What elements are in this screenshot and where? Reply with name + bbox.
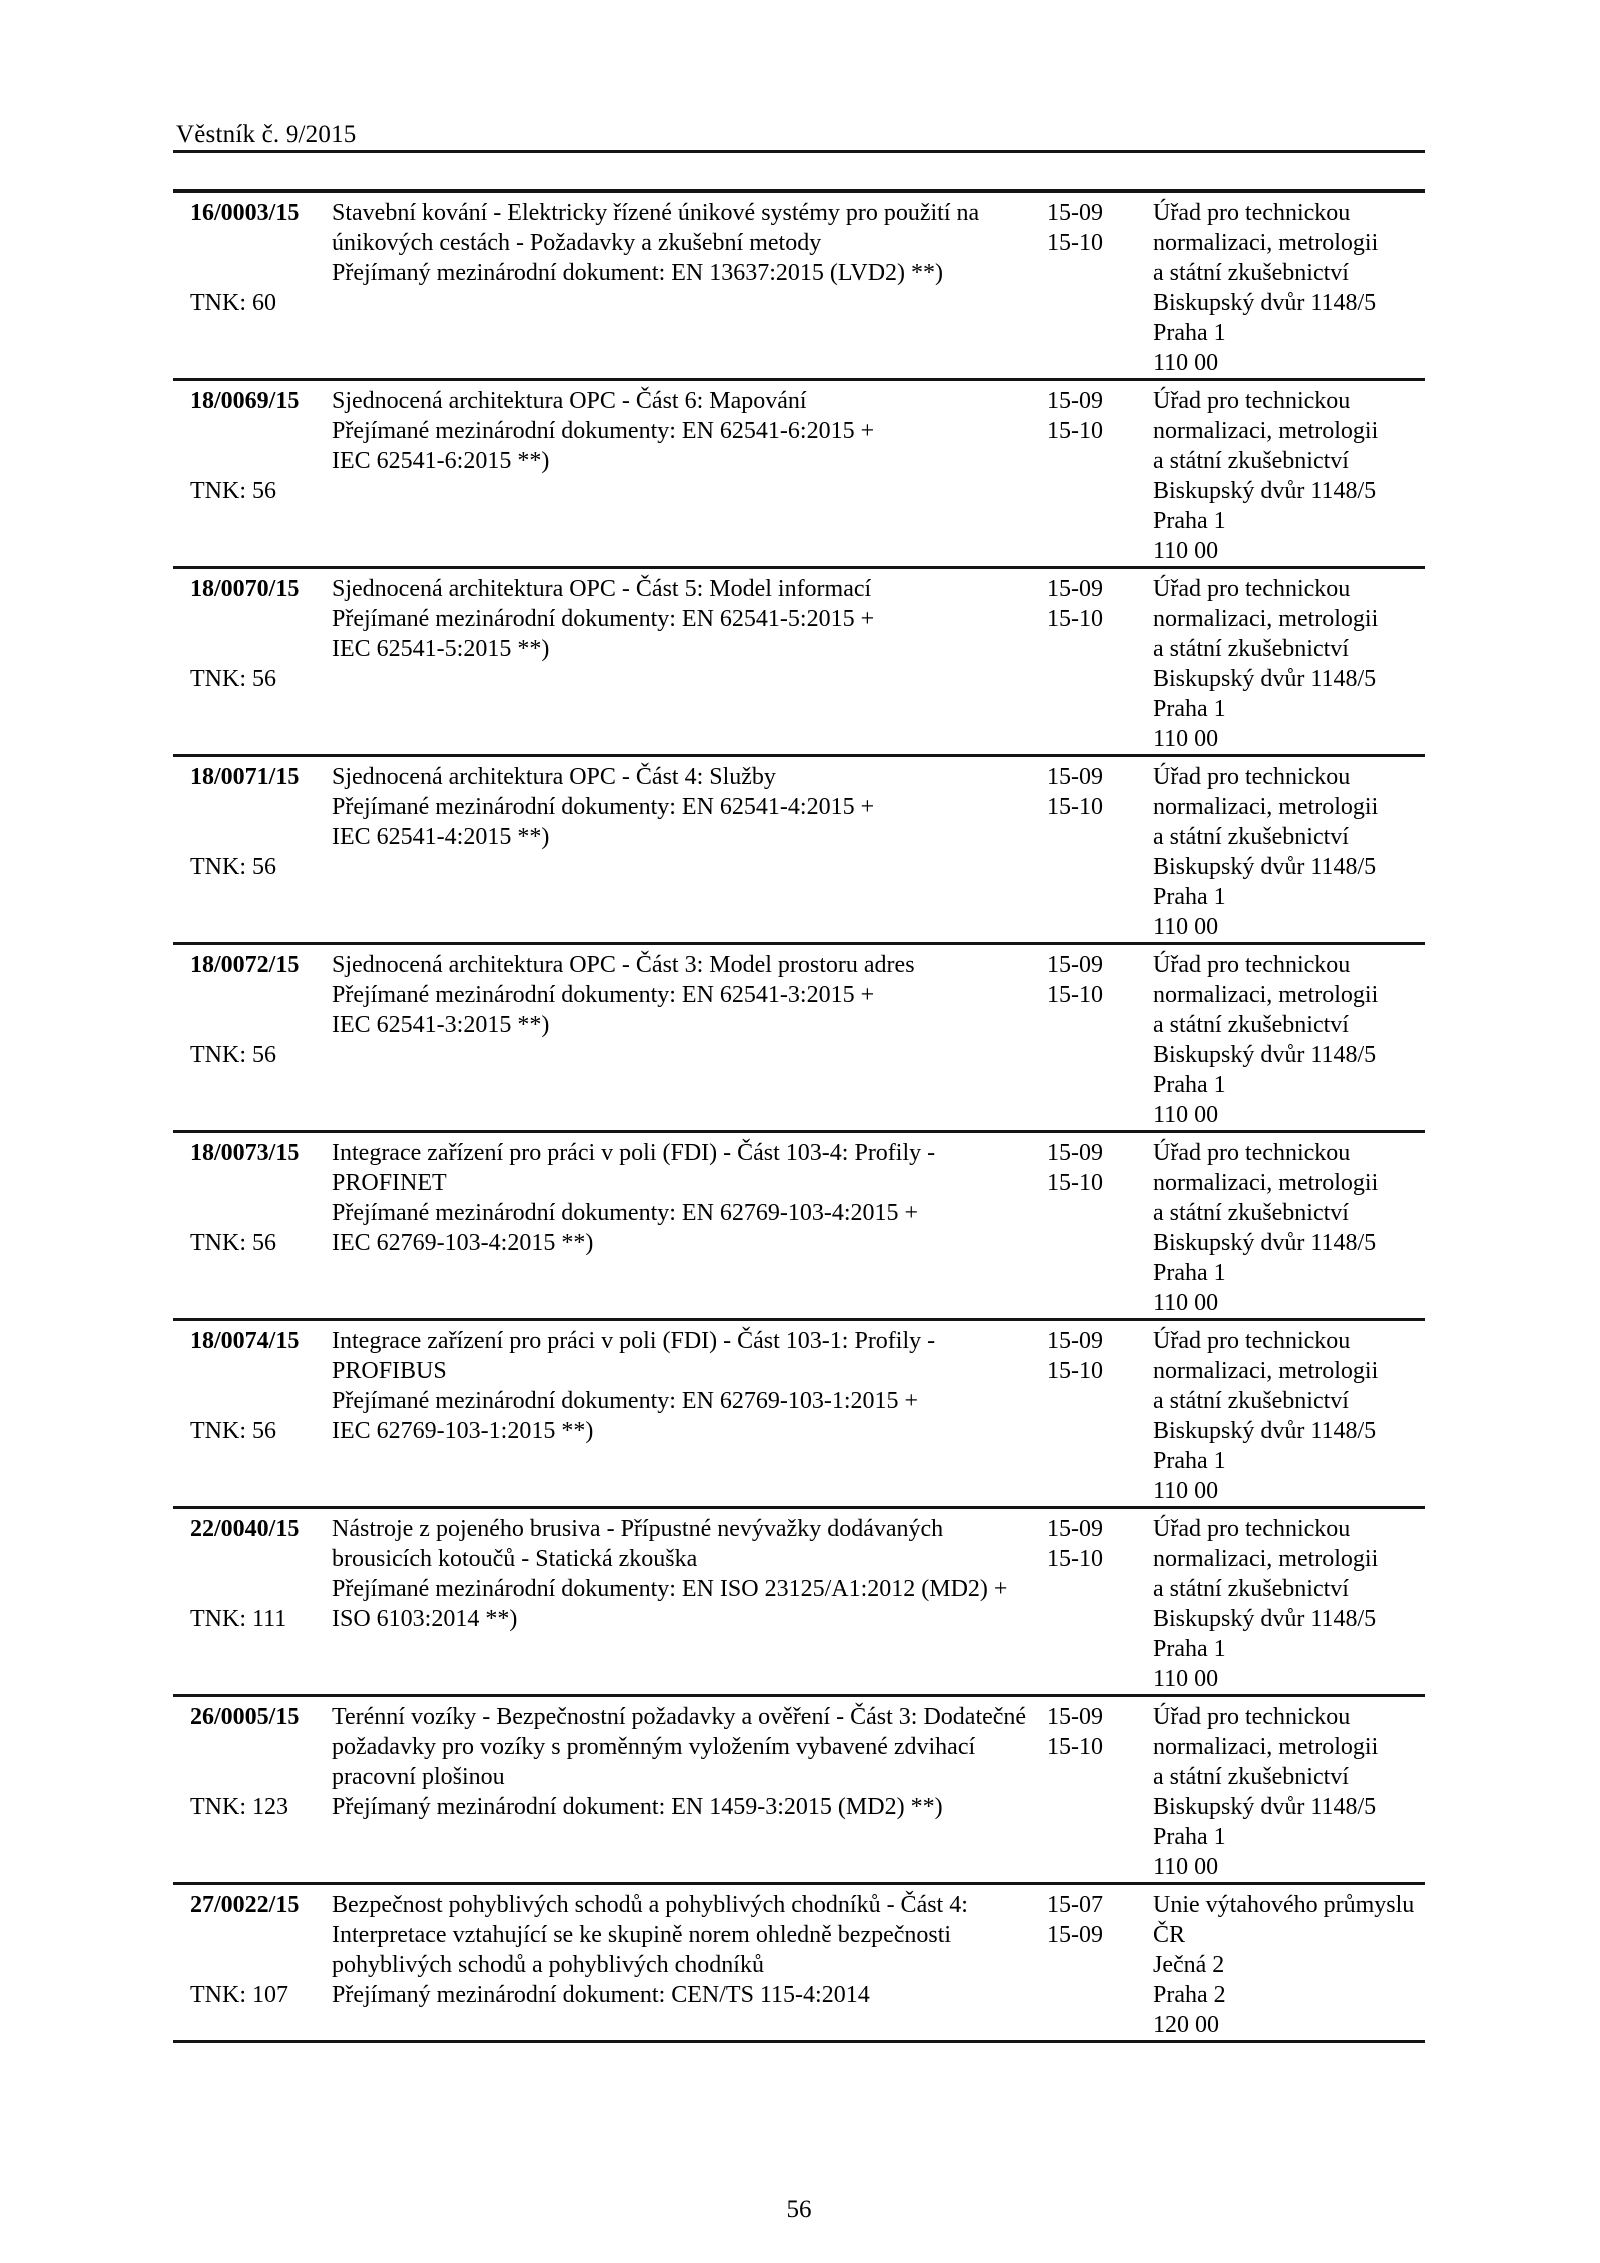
address-line: Biskupský dvůr 1148/5 xyxy=(1153,854,1377,880)
description-line: únikových cestách - Požadavky a zkušební metody xyxy=(332,230,822,256)
address-line: normalizaci, metrologii xyxy=(1153,794,1379,820)
description-line: Přejímané mezinárodní dokumenty: EN 62769-103-1:2015 + xyxy=(332,1388,919,1414)
row-id-cell xyxy=(173,1326,332,1506)
description-line: pracovní plošinou xyxy=(332,1764,505,1790)
address-line: Úřad pro technickou xyxy=(1153,1140,1351,1166)
table-row xyxy=(173,1506,1425,1694)
row-description xyxy=(332,1702,1047,1882)
description-line: požadavky pro vozíky s proměnným vyložením vybavené zdvihací xyxy=(332,1734,976,1760)
address-line: Biskupský dvůr 1148/5 xyxy=(1153,1230,1377,1256)
date-line: 15-09 xyxy=(1047,1516,1103,1542)
table-row xyxy=(173,942,1425,1130)
table-row xyxy=(173,1694,1425,1882)
row-id: 22/0040/15 xyxy=(190,1516,300,1542)
row-id: 18/0070/15 xyxy=(190,576,300,602)
address-line: a státní zkušebnictví xyxy=(1153,1012,1349,1038)
address-line: 110 00 xyxy=(1153,1102,1219,1128)
address-line: Biskupský dvůr 1148/5 xyxy=(1153,290,1377,316)
row-address xyxy=(1153,1702,1425,1882)
address-line: normalizaci, metrologii xyxy=(1153,1358,1379,1384)
address-line: Úřad pro technickou xyxy=(1153,1704,1351,1730)
description-line: IEC 62769-103-1:2015 **) xyxy=(332,1418,594,1444)
row-dates xyxy=(1047,762,1153,942)
row-id-cell xyxy=(173,950,332,1130)
address-line: normalizaci, metrologii xyxy=(1153,1734,1379,1760)
date-line: 15-09 xyxy=(1047,952,1103,978)
description-line: Interpretace vztahující se ke skupině norem ohledně bezpečnosti xyxy=(332,1922,952,1948)
address-line: Biskupský dvůr 1148/5 xyxy=(1153,478,1377,504)
date-line: 15-09 xyxy=(1047,200,1103,226)
address-line: Biskupský dvůr 1148/5 xyxy=(1153,1418,1377,1444)
address-line: Ječná 2 xyxy=(1153,1952,1225,1978)
row-dates xyxy=(1047,386,1153,566)
date-line: 15-07 xyxy=(1047,1892,1103,1918)
row-description xyxy=(332,1890,1047,2040)
row-id: 16/0003/15 xyxy=(190,200,300,226)
address-line: Praha 1 xyxy=(1153,508,1226,534)
description-line: IEC 62541-3:2015 **) xyxy=(332,1012,550,1038)
date-line: 15-09 xyxy=(1047,388,1103,414)
date-line: 15-09 xyxy=(1047,1328,1103,1354)
address-line: Úřad pro technickou xyxy=(1153,200,1351,226)
description-line: IEC 62541-5:2015 **) xyxy=(332,636,550,662)
row-id-cell xyxy=(173,574,332,754)
row-tnk: TNK: 56 xyxy=(190,666,276,692)
row-id-cell xyxy=(173,1514,332,1694)
row-address xyxy=(1153,1326,1425,1506)
date-line: 15-10 xyxy=(1047,1358,1103,1384)
row-address xyxy=(1153,574,1425,754)
row-address xyxy=(1153,1514,1425,1694)
address-line: Úřad pro technickou xyxy=(1153,388,1351,414)
table-row xyxy=(173,1130,1425,1318)
date-line: 15-10 xyxy=(1047,1170,1103,1196)
row-dates xyxy=(1047,198,1153,378)
page-number: 56 xyxy=(786,2196,812,2223)
description-line: Přejímaný mezinárodní dokument: EN 13637:2015 (LVD2) **) xyxy=(332,260,944,286)
description-line: IEC 62541-4:2015 **) xyxy=(332,824,550,850)
row-id-cell xyxy=(173,386,332,566)
date-line: 15-10 xyxy=(1047,230,1103,256)
row-id-cell xyxy=(173,198,332,378)
address-line: Praha 1 xyxy=(1153,1260,1226,1286)
address-line: a státní zkušebnictví xyxy=(1153,824,1349,850)
row-id: 18/0074/15 xyxy=(190,1328,300,1354)
row-description xyxy=(332,1514,1047,1694)
date-line: 15-10 xyxy=(1047,606,1103,632)
address-line: 110 00 xyxy=(1153,1290,1219,1316)
address-line: Praha 2 xyxy=(1153,1982,1226,2008)
address-line: 110 00 xyxy=(1153,1666,1219,1692)
row-dates xyxy=(1047,1890,1153,2040)
date-line: 15-09 xyxy=(1047,764,1103,790)
description-line: Integrace zařízení pro práci v poli (FDI) - Část 103-4: Profily - xyxy=(332,1140,936,1166)
date-line: 15-10 xyxy=(1047,1546,1103,1572)
row-dates xyxy=(1047,1138,1153,1318)
address-line: Praha 1 xyxy=(1153,1072,1226,1098)
row-description xyxy=(332,574,1047,754)
description-line: Bezpečnost pohyblivých schodů a pohyblivých chodníků - Část 4: xyxy=(332,1892,968,1918)
description-line: Přejímané mezinárodní dokumenty: EN 62541-3:2015 + xyxy=(332,982,875,1008)
row-address xyxy=(1153,762,1425,942)
row-id: 18/0071/15 xyxy=(190,764,300,790)
description-line: PROFINET xyxy=(332,1170,447,1196)
address-line: Biskupský dvůr 1148/5 xyxy=(1153,1794,1377,1820)
row-dates xyxy=(1047,1702,1153,1882)
description-line: pohyblivých schodů a pohyblivých chodníků xyxy=(332,1952,764,1978)
date-line: 15-10 xyxy=(1047,418,1103,444)
address-line: a státní zkušebnictví xyxy=(1153,1764,1349,1790)
row-id: 18/0072/15 xyxy=(190,952,300,978)
date-line: 15-10 xyxy=(1047,1734,1103,1760)
row-id: 18/0069/15 xyxy=(190,388,300,414)
address-line: Praha 1 xyxy=(1153,1824,1226,1850)
row-tnk: TNK: 60 xyxy=(190,290,276,316)
table-row xyxy=(173,378,1425,566)
description-line: Přejímaný mezinárodní dokument: CEN/TS 115-4:2014 xyxy=(332,1982,870,2008)
row-address xyxy=(1153,1890,1425,2040)
description-line: ISO 6103:2014 **) xyxy=(332,1606,518,1632)
description-line: Přejímané mezinárodní dokumenty: EN 62541-5:2015 + xyxy=(332,606,875,632)
row-tnk: TNK: 56 xyxy=(190,478,276,504)
address-line: 120 00 xyxy=(1153,2012,1219,2038)
row-tnk: TNK: 111 xyxy=(190,1606,287,1632)
row-description xyxy=(332,198,1047,378)
description-line: Integrace zařízení pro práci v poli (FDI) - Část 103-1: Profily - xyxy=(332,1328,936,1354)
address-line: Praha 1 xyxy=(1153,696,1226,722)
row-id-cell xyxy=(173,1890,332,2040)
row-description xyxy=(332,762,1047,942)
row-id-cell xyxy=(173,762,332,942)
address-line: Úřad pro technickou xyxy=(1153,764,1351,790)
page-footer xyxy=(173,2195,1425,2225)
row-description xyxy=(332,950,1047,1130)
description-line: Přejímané mezinárodní dokumenty: EN 62541-4:2015 + xyxy=(332,794,875,820)
address-line: Praha 1 xyxy=(1153,1636,1226,1662)
row-address xyxy=(1153,198,1425,378)
row-dates xyxy=(1047,950,1153,1130)
description-line: Sjednocená architektura OPC - Část 5: Model informací xyxy=(332,576,872,602)
date-line: 15-09 xyxy=(1047,1922,1103,1948)
description-line: Sjednocená architektura OPC - Část 3: Model prostoru adres xyxy=(332,952,915,978)
standards-table xyxy=(173,189,1425,2043)
address-line: normalizaci, metrologii xyxy=(1153,606,1379,632)
row-id: 26/0005/15 xyxy=(190,1704,300,1730)
table-row xyxy=(173,1318,1425,1506)
address-line: a státní zkušebnictví xyxy=(1153,1200,1349,1226)
address-line: a státní zkušebnictví xyxy=(1153,1388,1349,1414)
row-tnk: TNK: 107 xyxy=(190,1982,288,2008)
description-line: Sjednocená architektura OPC - Část 4: Služby xyxy=(332,764,776,790)
address-line: a státní zkušebnictví xyxy=(1153,448,1349,474)
table-row xyxy=(173,193,1425,378)
address-line: normalizaci, metrologii xyxy=(1153,1546,1379,1572)
row-id-cell xyxy=(173,1138,332,1318)
address-line: 110 00 xyxy=(1153,1478,1219,1504)
date-line: 15-09 xyxy=(1047,576,1103,602)
address-line: Unie výtahového průmyslu xyxy=(1153,1892,1415,1918)
description-line: IEC 62769-103-4:2015 **) xyxy=(332,1230,594,1256)
address-line: 110 00 xyxy=(1153,1854,1219,1880)
address-line: normalizaci, metrologii xyxy=(1153,230,1379,256)
address-line: normalizaci, metrologii xyxy=(1153,1170,1379,1196)
row-address xyxy=(1153,386,1425,566)
row-tnk: TNK: 56 xyxy=(190,1230,276,1256)
address-line: ČR xyxy=(1153,1922,1186,1948)
address-line: Úřad pro technickou xyxy=(1153,576,1351,602)
description-line: brousicích kotoučů - Statická zkouška xyxy=(332,1546,698,1572)
address-line: Biskupský dvůr 1148/5 xyxy=(1153,1042,1377,1068)
address-line: Biskupský dvůr 1148/5 xyxy=(1153,666,1377,692)
address-line: Úřad pro technickou xyxy=(1153,1516,1351,1542)
address-line: a státní zkušebnictví xyxy=(1153,260,1349,286)
address-line: Praha 1 xyxy=(1153,884,1226,910)
row-description xyxy=(332,1138,1047,1318)
document-page xyxy=(173,0,1425,2225)
row-id-cell xyxy=(173,1702,332,1882)
row-id: 27/0022/15 xyxy=(190,1892,300,1918)
row-id: 18/0073/15 xyxy=(190,1140,300,1166)
description-line: Přejímané mezinárodní dokumenty: EN 62769-103-4:2015 + xyxy=(332,1200,919,1226)
row-address xyxy=(1153,1138,1425,1318)
description-line: PROFIBUS xyxy=(332,1358,447,1384)
address-line: Úřad pro technickou xyxy=(1153,952,1351,978)
date-line: 15-09 xyxy=(1047,1704,1103,1730)
description-line: Přejímaný mezinárodní dokument: EN 1459-3:2015 (MD2) **) xyxy=(332,1794,943,1820)
address-line: a státní zkušebnictví xyxy=(1153,636,1349,662)
description-line: Přejímané mezinárodní dokumenty: EN ISO 23125/A1:2012 (MD2) + xyxy=(332,1576,1008,1602)
address-line: a státní zkušebnictví xyxy=(1153,1576,1349,1602)
description-line: Přejímané mezinárodní dokumenty: EN 62541-6:2015 + xyxy=(332,418,875,444)
description-line: Terénní vozíky - Bezpečnostní požadavky a ověření - Část 3: Dodatečné xyxy=(332,1704,1027,1730)
address-line: normalizaci, metrologii xyxy=(1153,982,1379,1008)
description-line: Sjednocená architektura OPC - Část 6: Mapování xyxy=(332,388,807,414)
description-line: Nástroje z pojeného brusiva - Přípustné nevývažky dodávaných xyxy=(332,1516,944,1542)
table-row xyxy=(173,566,1425,754)
address-line: Úřad pro technickou xyxy=(1153,1328,1351,1354)
row-description xyxy=(332,1326,1047,1506)
date-line: 15-10 xyxy=(1047,794,1103,820)
date-line: 15-10 xyxy=(1047,982,1103,1008)
row-address xyxy=(1153,950,1425,1130)
row-description xyxy=(332,386,1047,566)
address-line: Biskupský dvůr 1148/5 xyxy=(1153,1606,1377,1632)
row-tnk: TNK: 56 xyxy=(190,1042,276,1068)
description-line: Stavební kování - Elektricky řízené únikové systémy pro použití na xyxy=(332,200,980,226)
address-line: Praha 1 xyxy=(1153,1448,1226,1474)
address-line: 110 00 xyxy=(1153,914,1219,940)
address-line: 110 00 xyxy=(1153,726,1219,752)
row-dates xyxy=(1047,574,1153,754)
row-dates xyxy=(1047,1326,1153,1506)
table-row xyxy=(173,1882,1425,2040)
date-line: 15-09 xyxy=(1047,1140,1103,1166)
row-tnk: TNK: 123 xyxy=(190,1794,288,1820)
address-line: normalizaci, metrologii xyxy=(1153,418,1379,444)
row-dates xyxy=(1047,1514,1153,1694)
row-tnk: TNK: 56 xyxy=(190,1418,276,1444)
description-line: IEC 62541-6:2015 **) xyxy=(332,448,550,474)
address-line: Praha 1 xyxy=(1153,320,1226,346)
header-divider xyxy=(173,150,1425,153)
page-title: Věstník č. 9/2015 xyxy=(176,121,357,148)
row-tnk: TNK: 56 xyxy=(190,854,276,880)
address-line: 110 00 xyxy=(1153,350,1219,376)
address-line: 110 00 xyxy=(1153,538,1219,564)
table-row xyxy=(173,754,1425,942)
